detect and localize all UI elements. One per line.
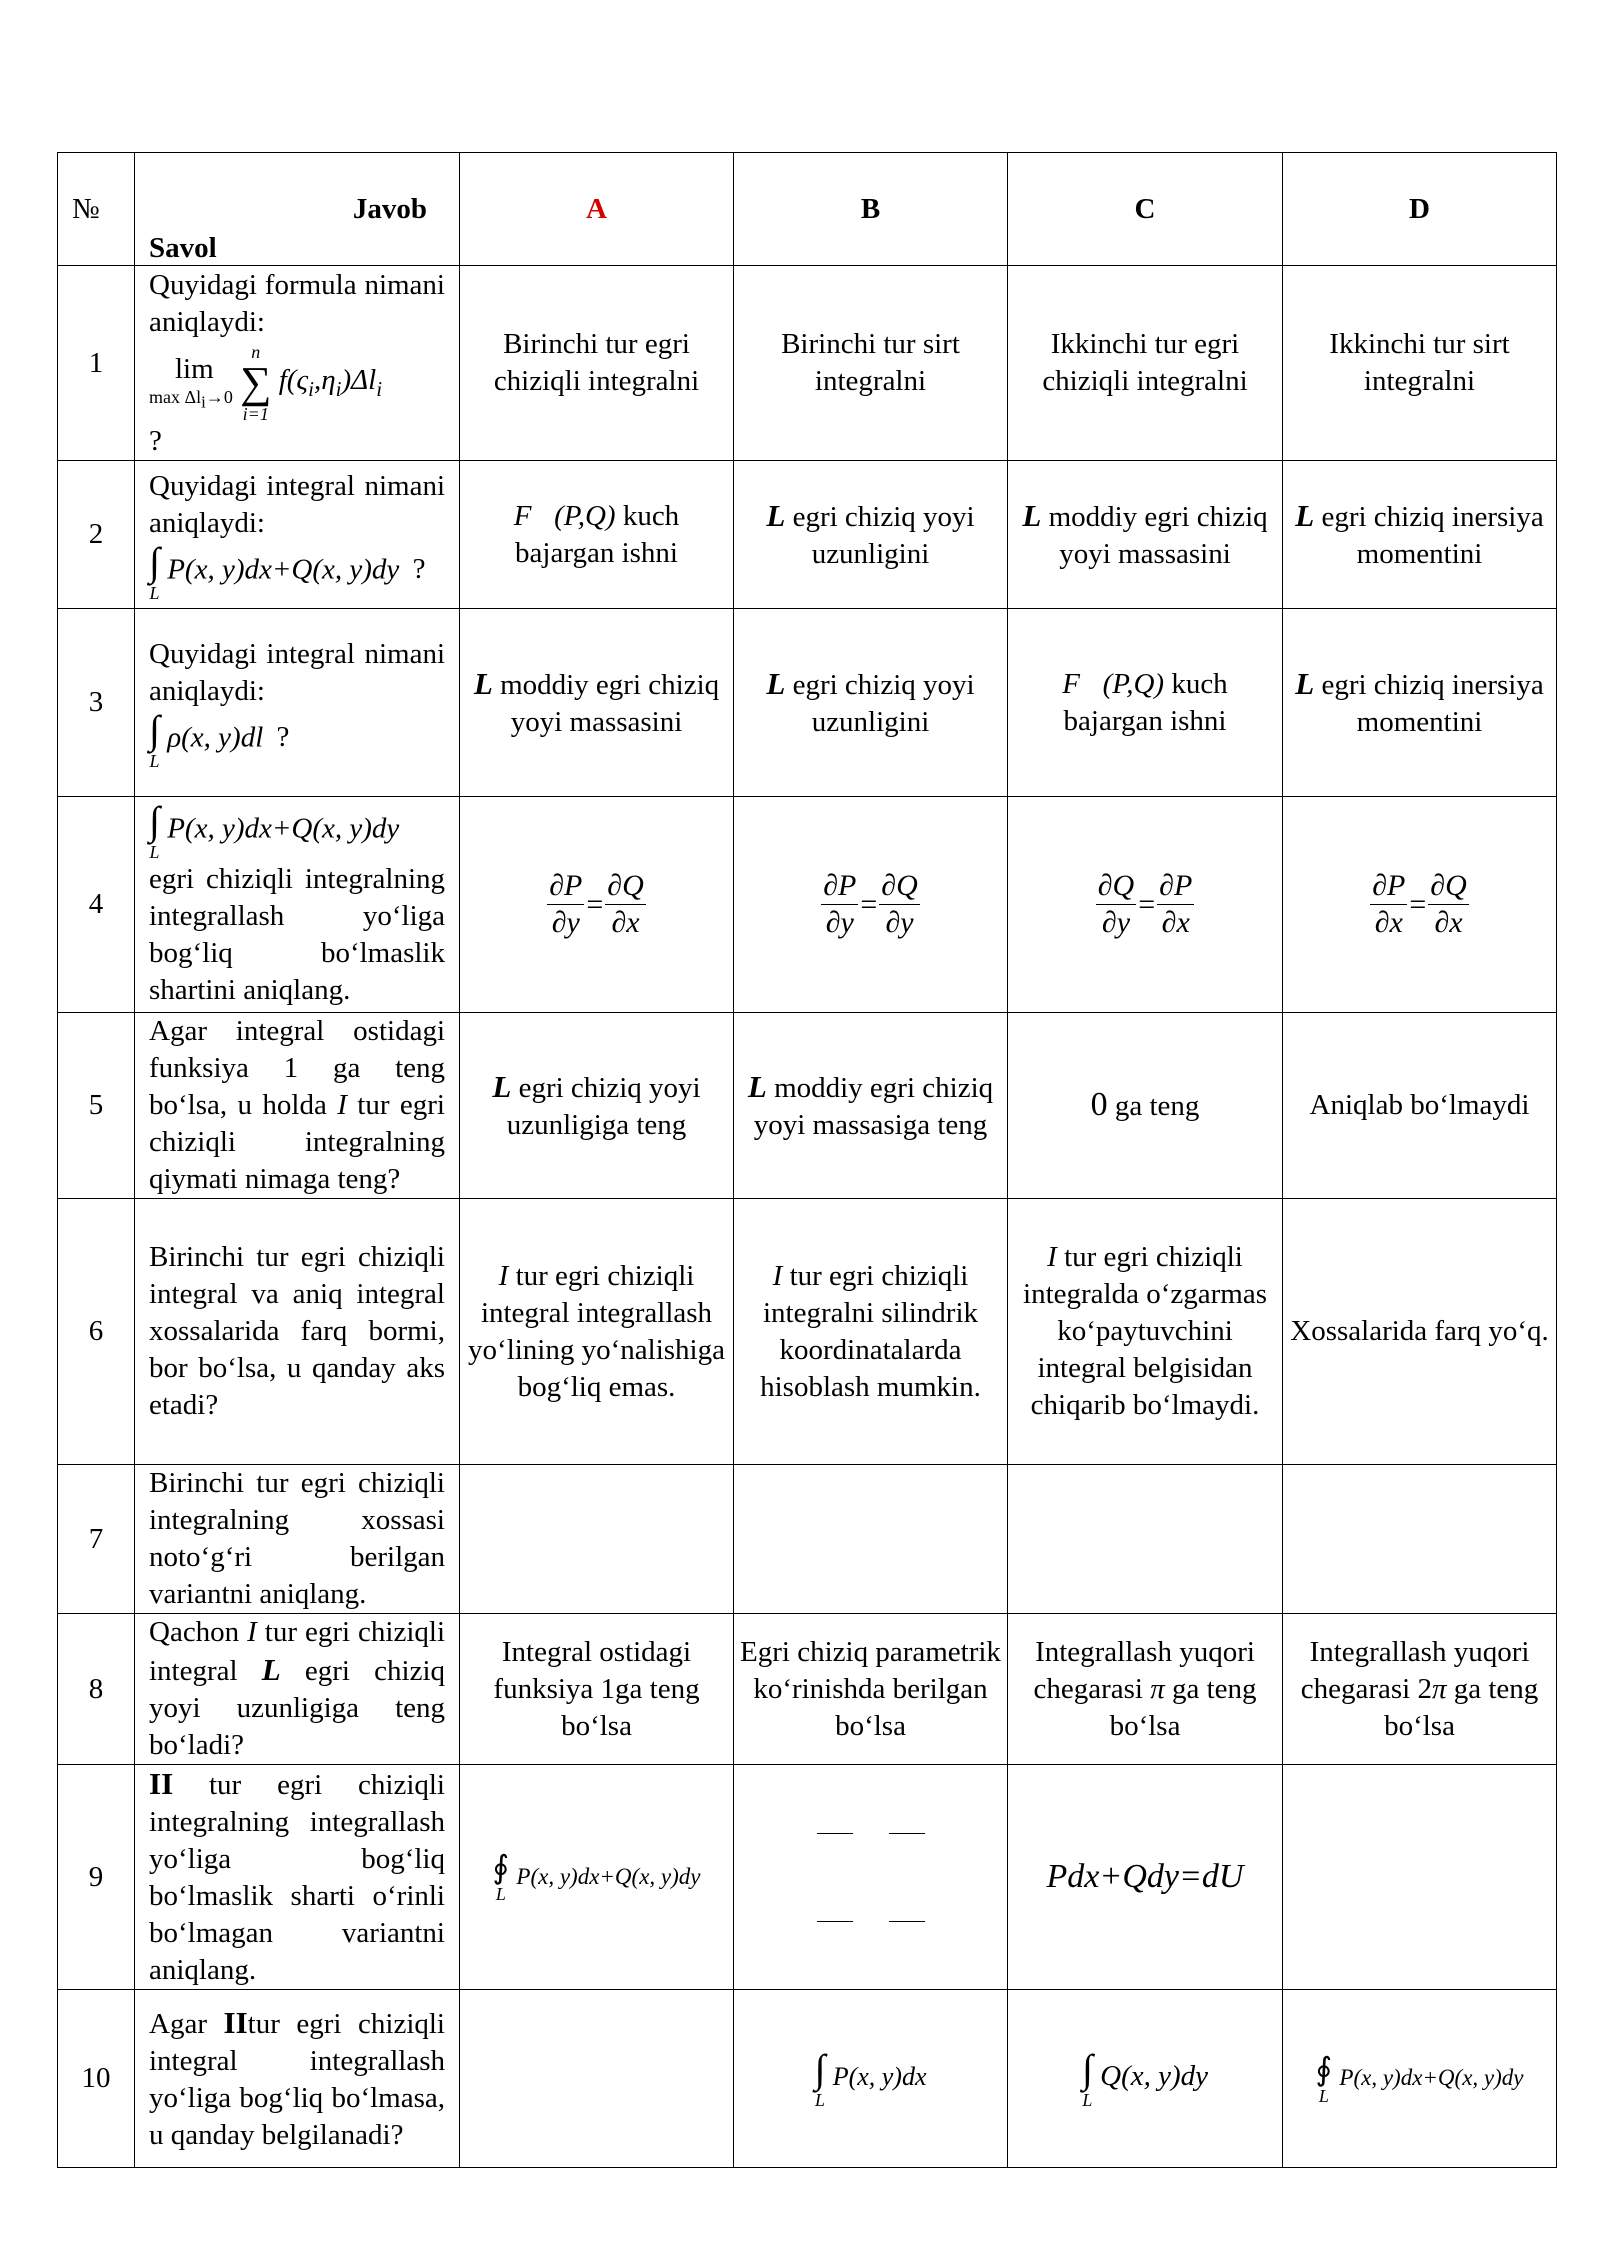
answer-b[interactable]: ∫ L P(x, y)dx [734, 1990, 1008, 2168]
table-row [58, 461, 1557, 609]
header-question-answer [135, 153, 460, 266]
question-cell: Agar IItur egri chiziqli integral integrallash yo‘liga bog‘liq bo‘lmasa, u qanday belgilanadi? [135, 1990, 460, 2168]
answer-a[interactable]: $\frac{\partial P}{\partial y}$ = $\frac{\partial Q}{\partial x}$ [460, 797, 734, 1013]
answer-c[interactable]: ∫ L Q(x, y)dy [1008, 1990, 1283, 2168]
header-col-b: B [734, 153, 1008, 266]
answer-d[interactable]: Integrallash yuqori chegarasi 2π ga teng bo‘lsa [1283, 1614, 1557, 1765]
answer-b[interactable]: I tur egri chiziqli integralni silindrik koordinatalarda hisoblash mumkin. [734, 1199, 1008, 1465]
limit-block: lim $\max \Delta l_i\to 0$ [149, 353, 233, 412]
answer-c[interactable]: I tur egri chiziqli integralda o‘zgarmas ko‘paytuvchini integral belgisidan chiqarib bo‘lmaydi. [1008, 1199, 1283, 1465]
header-savol: Savol [149, 232, 217, 264]
row-number: 8 [58, 1614, 135, 1765]
answer-a[interactable]: I tur egri chiziqli integral integrallash yo‘lining yo‘nalishiga bog‘liq emas. [460, 1199, 734, 1465]
answer-d[interactable]: Aniqlab bo‘lmaydi [1283, 1013, 1557, 1199]
answer-b[interactable] [734, 1765, 1008, 1990]
question-cell: II tur egri chiziqli integralning integrallash yo‘liga bog‘liq bo‘lmaslik sharti o‘rinli bo‘lmagan variantni aniqlang. [135, 1765, 460, 1990]
table-row [58, 1465, 1557, 1614]
integral-formula: ∫ L ρ(x, y)dl ? [149, 706, 290, 771]
table-row [58, 266, 1557, 461]
integral-formula: ∫ L P(x, y)dx+Q(x, y)dy [149, 797, 400, 862]
question-text: Quyidagi integral nimani aniqlaydi: [149, 469, 445, 539]
question-text: Quyidagi formula nimani aniqlaydi: [149, 268, 445, 338]
answer-a[interactable]: L moddiy egri chiziq yoyi massasini [460, 609, 734, 797]
answer-a[interactable]: ∮ L P(x, y)dx+Q(x, y)dy [460, 1765, 734, 1990]
answer-d[interactable]: L egri chiziq inersiya momentini [1283, 609, 1557, 797]
question-cell: Birinchi tur egri chiziqli integral va aniq integral xossalarida farq bormi, bor bo‘lsa, u qanday aks etadi? [135, 1199, 460, 1465]
answer-b[interactable] [734, 1465, 1008, 1614]
question-cell [135, 797, 460, 1013]
quiz-table [57, 152, 1557, 2168]
limit-sum-formula [149, 343, 445, 423]
header-javob: Javob [352, 193, 427, 225]
row-number: 1 [58, 266, 135, 461]
question-text: Quyidagi integral nimani aniqlaydi: [149, 637, 445, 707]
answer-b[interactable]: $\frac{\partial P}{\partial y}$ = $\frac{\partial Q}{\partial y}$ [734, 797, 1008, 1013]
sum-body: $f(\varsigma_i,\eta_i)\Delta l_i$ [278, 364, 383, 401]
answer-d[interactable]: L egri chiziq inersiya momentini [1283, 461, 1557, 609]
table-row [58, 1614, 1557, 1765]
header-col-a: A [460, 153, 734, 266]
table-row [58, 609, 1557, 797]
answer-c[interactable]: F⃗(P,Q) kuch bajargan ishni [1008, 609, 1283, 797]
row-number: 4 [58, 797, 135, 1013]
answer-d[interactable] [1283, 1765, 1557, 1990]
answer-c[interactable] [1008, 1465, 1283, 1614]
row-number: 3 [58, 609, 135, 797]
answer-b[interactable]: L egri chiziq yoyi uzunligini [734, 461, 1008, 609]
answer-d[interactable]: Xossalarida farq yo‘q. [1283, 1199, 1557, 1465]
header-col-c: C [1008, 153, 1283, 266]
table-row [58, 1765, 1557, 1990]
question-cell [135, 266, 460, 461]
row-number: 5 [58, 1013, 135, 1199]
question-cell [135, 461, 460, 609]
answer-c[interactable]: L moddiy egri chiziq yoyi massasini [1008, 461, 1283, 609]
row-number: 10 [58, 1990, 135, 2168]
answer-c[interactable]: $\frac{\partial Q}{\partial y}$ = $\frac{\partial P}{\partial x}$ [1008, 797, 1283, 1013]
answer-b[interactable]: L moddiy egri chiziq yoyi massasiga teng [734, 1013, 1008, 1199]
answer-b[interactable]: Birinchi tur sirt integralni [734, 266, 1008, 461]
answer-d[interactable] [1283, 1465, 1557, 1614]
answer-c[interactable]: Integrallash yuqori chegarasi π ga teng bo‘lsa [1008, 1614, 1283, 1765]
answer-a[interactable] [460, 1990, 734, 2168]
header-number: № [58, 153, 135, 266]
row-number: 2 [58, 461, 135, 609]
answer-d[interactable]: $\frac{\partial P}{\partial x}$ = $\frac{\partial Q}{\partial x}$ [1283, 797, 1557, 1013]
question-text: egri chiziqli integralning integrallash yo‘liga bog‘liq bo‘lmaslik shartini aniqlang. [149, 862, 445, 1006]
answer-a[interactable]: Birinchi tur egri chiziqli integralni [460, 266, 734, 461]
answer-c[interactable]: Ikkinchi tur egri chiziqli integralni [1008, 266, 1283, 461]
question-cell: Birinchi tur egri chiziqli integralning xossasi noto‘g‘ri berilgan variantni aniqlang. [135, 1465, 460, 1614]
row-number: 7 [58, 1465, 135, 1614]
question-cell: Agar integral ostidagi funksiya 1 ga teng bo‘lsa, u holda I tur egri chiziqli integralning qiymati nimaga teng? [135, 1013, 460, 1199]
answer-a[interactable] [460, 1465, 734, 1614]
question-cell: Qachon I tur egri chiziqli integral L egri chiziq yoyi uzunligiga teng bo‘ladi? [135, 1614, 460, 1765]
table-row [58, 1199, 1557, 1465]
table-row [58, 1013, 1557, 1199]
fraction-placeholder [739, 1899, 1002, 1943]
answer-b[interactable]: Egri chiziq parametrik ko‘rinishda berilgan bo‘lsa [734, 1614, 1008, 1765]
answer-a[interactable]: Integral ostidagi funksiya 1ga teng bo‘lsa [460, 1614, 734, 1765]
question-cell [135, 609, 460, 797]
question-mark: ? [149, 424, 162, 457]
answer-c[interactable]: 0 ga teng [1008, 1013, 1283, 1199]
row-number: 9 [58, 1765, 135, 1990]
header-row [58, 153, 1557, 266]
answer-a[interactable]: F⃗(P,Q) kuch bajargan ishni [460, 461, 734, 609]
integral-formula: ∫ L P(x, y)dx+Q(x, y)dy ? [149, 538, 426, 603]
table-row [58, 797, 1557, 1013]
answer-d[interactable]: ∮ L P(x, y)dx+Q(x, y)dy [1283, 1990, 1557, 2168]
table-row [58, 1990, 1557, 2168]
header-col-d: D [1283, 153, 1557, 266]
answer-a[interactable]: L egri chiziq yoyi uzunligiga teng [460, 1013, 734, 1199]
row-number: 6 [58, 1199, 135, 1465]
answer-d[interactable]: Ikkinchi tur sirt integralni [1283, 266, 1557, 461]
answer-b[interactable]: L egri chiziq yoyi uzunligini [734, 609, 1008, 797]
sum-symbol: n ∑ i=1 [240, 341, 272, 424]
fraction-placeholder [739, 1811, 1002, 1855]
answer-c[interactable]: Pdx+Qdy=dU [1008, 1765, 1283, 1990]
